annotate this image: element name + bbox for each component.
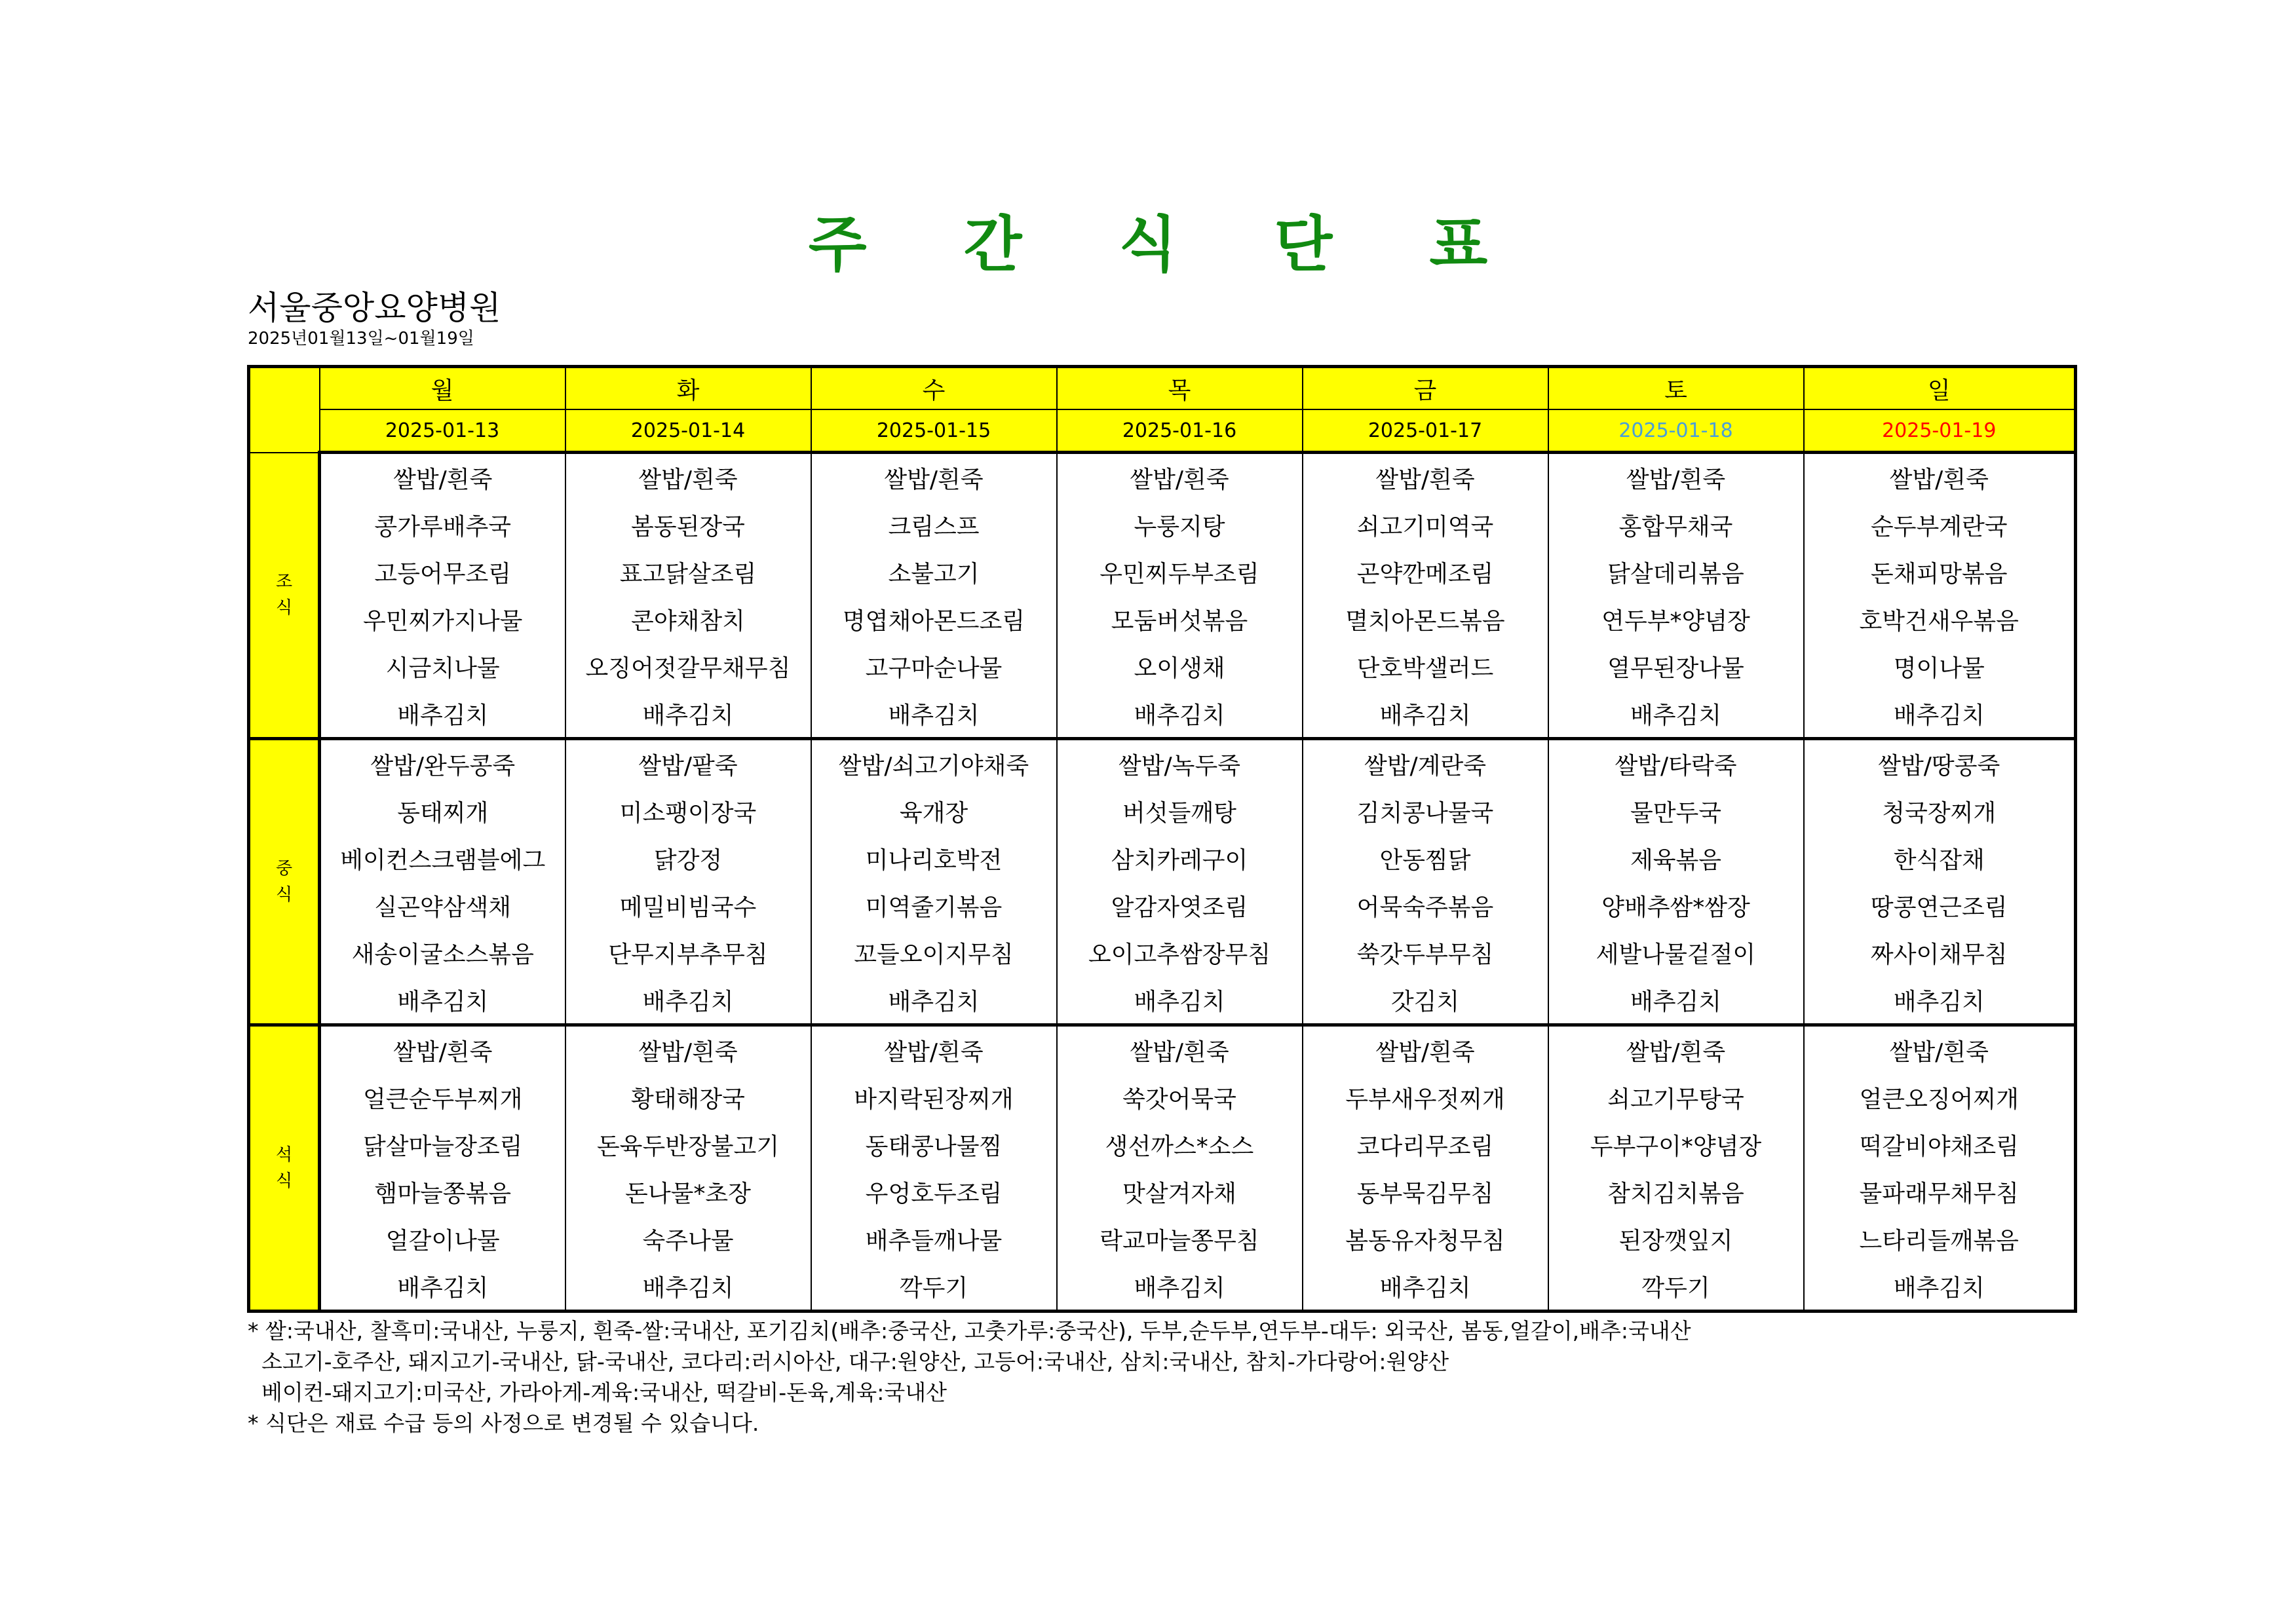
menu-row [249,1025,2076,1074]
day-header: 일 [1804,367,2076,410]
menu-row [249,1215,2076,1262]
menu-dish: 배추김치 [565,976,811,1025]
menu-dish: 우민찌가지나물 [320,595,565,643]
menu-dish: 오이고추쌈장무침 [1057,929,1303,976]
menu-dish: 쌀밥/흰죽 [1303,453,1548,502]
menu-row [249,1262,2076,1312]
menu-dish: 쌀밥/쇠고기야채죽 [811,739,1057,788]
menu-dish: 쇠고기무탕국 [1548,1074,1804,1121]
menu-dish: 쌀밥/흰죽 [1303,1025,1548,1074]
menu-dish: 돈나물*초장 [565,1168,811,1215]
menu-dish: 김치콩나물국 [1303,787,1548,835]
menu-dish: 고구마순나물 [811,643,1057,690]
meal-label-char: 식 [275,598,293,618]
day-header: 월 [320,367,565,410]
menu-dish: 우민찌두부조림 [1057,548,1303,595]
menu-dish: 소불고기 [811,548,1057,595]
menu-dish: 콩가루배추국 [320,501,565,548]
menu-dish: 배추김치 [1057,690,1303,739]
menu-dish: 쇠고기미역국 [1303,501,1548,548]
weekly-menu-table [247,365,2077,1313]
menu-dish: 쑥갓두부무침 [1303,929,1548,976]
menu-dish: 오징어젓갈무채무침 [565,643,811,690]
menu-dish: 크림스프 [811,501,1057,548]
meal-label-char: 식 [275,1171,293,1191]
menu-dish: 참치김치볶음 [1548,1168,1804,1215]
organization-name: 서울중앙요양병원 [248,289,501,327]
menu-row [249,690,2076,739]
menu-dish: 단무지부추무침 [565,929,811,976]
menu-row [249,595,2076,643]
menu-dish: 땅콩연근조림 [1804,882,2076,929]
menu-dish: 쌀밥/흰죽 [1548,1025,1804,1074]
date-header: 2025-01-17 [1303,409,1548,453]
menu-row [249,1121,2076,1168]
menu-dish: 배추김치 [320,976,565,1025]
menu-dish: 코다리무조림 [1303,1121,1548,1168]
menu-row [249,739,2076,788]
menu-dish: 얼갈이나물 [320,1215,565,1262]
menu-dish: 모둠버섯볶음 [1057,595,1303,643]
date-header-sunday: 2025-01-19 [1804,409,2076,453]
menu-dish: 연두부*양념장 [1548,595,1804,643]
day-header: 목 [1057,367,1303,410]
menu-dish: 한식잡채 [1804,835,2076,882]
menu-dish: 쌀밥/흰죽 [1057,1025,1303,1074]
menu-row [249,501,2076,548]
menu-dish: 얼큰오징어찌개 [1804,1074,2076,1121]
page-title: 주 간 식 단 표 [808,210,1526,280]
menu-dish: 배추김치 [565,690,811,739]
menu-dish: 콘야채참치 [565,595,811,643]
menu-dish: 쌀밥/타락죽 [1548,739,1804,788]
note-line: 베이컨-돼지고기:미국산, 가라아게-계육:국내산, 떡갈비-돈육,계육:국내산 [248,1380,947,1405]
meal-label-char: 식 [275,885,293,905]
menu-dish: 버섯들깨탕 [1057,787,1303,835]
menu-dish: 맛살겨자채 [1057,1168,1303,1215]
menu-dish: 미나리호박전 [811,835,1057,882]
menu-dish: 배추김치 [811,976,1057,1025]
menu-dish: 쌀밥/흰죽 [811,453,1057,502]
menu-dish: 닭살데리볶음 [1548,548,1804,595]
menu-dish: 호박건새우볶음 [1804,595,2076,643]
menu-dish: 쌀밥/완두콩죽 [320,739,565,788]
menu-dish: 된장깻잎지 [1548,1215,1804,1262]
date-header: 2025-01-14 [565,409,811,453]
menu-dish: 제육볶음 [1548,835,1804,882]
menu-dish: 알감자엿조림 [1057,882,1303,929]
date-header: 2025-01-13 [320,409,565,453]
menu-dish: 단호박샐러드 [1303,643,1548,690]
menu-dish: 쌀밥/흰죽 [1548,453,1804,502]
note-line: 소고기-호주산, 돼지고기-국내산, 닭-국내산, 코다리:러시아산, 대구:원양산, 고등어:국내산, 삼치:국내산, 참치-가다랑어:원양산 [248,1349,1449,1374]
menu-dish: 쌀밥/녹두죽 [1057,739,1303,788]
menu-dish: 명이나물 [1804,643,2076,690]
menu-dish: 두부구이*양념장 [1548,1121,1804,1168]
menu-dish: 미소팽이장국 [565,787,811,835]
menu-row [249,548,2076,595]
menu-dish: 새송이굴소스볶음 [320,929,565,976]
menu-dish: 짜사이채무침 [1804,929,2076,976]
menu-dish: 표고닭살조림 [565,548,811,595]
menu-dish: 육개장 [811,787,1057,835]
day-header-row [249,367,2076,410]
menu-dish: 얼큰순두부찌개 [320,1074,565,1121]
menu-dish: 홍합무채국 [1548,501,1804,548]
menu-dish: 꼬들오이지무침 [811,929,1057,976]
day-header: 수 [811,367,1057,410]
menu-row [249,787,2076,835]
menu-dish: 배추김치 [320,1262,565,1312]
menu-dish: 쌀밥/흰죽 [1804,1025,2076,1074]
date-header: 2025-01-16 [1057,409,1303,453]
corner-cell [249,367,320,453]
menu-dish: 쌀밥/흰죽 [565,1025,811,1074]
menu-dish: 메밀비빔국수 [565,882,811,929]
menu-dish: 배추김치 [1057,976,1303,1025]
menu-dish: 시금치나물 [320,643,565,690]
menu-dish: 미역줄기볶음 [811,882,1057,929]
menu-dish: 청국장찌개 [1804,787,2076,835]
menu-dish: 열무된장나물 [1548,643,1804,690]
menu-row [249,453,2076,502]
menu-dish: 세발나물겉절이 [1548,929,1804,976]
menu-dish: 쑥갓어묵국 [1057,1074,1303,1121]
menu-dish: 쌀밥/흰죽 [320,453,565,502]
menu-dish: 두부새우젓찌개 [1303,1074,1548,1121]
menu-dish: 배추김치 [1804,1262,2076,1312]
menu-dish: 갓김치 [1303,976,1548,1025]
menu-dish: 배추김치 [811,690,1057,739]
menu-row [249,929,2076,976]
meal-label [249,739,320,1025]
menu-dish: 배추김치 [1548,976,1804,1025]
menu-dish: 쌀밥/흰죽 [320,1025,565,1074]
menu-dish: 닭강정 [565,835,811,882]
menu-dish: 떡갈비야채조림 [1804,1121,2076,1168]
meal-label-char: 조 [275,572,293,592]
menu-row [249,643,2076,690]
meal-label [249,1025,320,1312]
menu-period: 2025년01월13일~01월19일 [248,329,474,349]
date-header-saturday: 2025-01-18 [1548,409,1804,453]
menu-dish: 쌀밥/땅콩죽 [1804,739,2076,788]
day-header: 금 [1303,367,1548,410]
menu-dish: 쌀밥/팥죽 [565,739,811,788]
menu-dish: 돈채피망볶음 [1804,548,2076,595]
menu-dish: 동태콩나물찜 [811,1121,1057,1168]
menu-dish: 배추김치 [1303,690,1548,739]
menu-dish: 깍두기 [811,1262,1057,1312]
menu-dish: 물파래무채무침 [1804,1168,2076,1215]
date-header-row [249,409,2076,453]
menu-dish: 돈육두반장불고기 [565,1121,811,1168]
menu-dish: 물만두국 [1548,787,1804,835]
menu-dish: 깍두기 [1548,1262,1804,1312]
menu-dish: 어묵숙주볶음 [1303,882,1548,929]
menu-dish: 쌀밥/계란죽 [1303,739,1548,788]
menu-dish: 오이생채 [1057,643,1303,690]
menu-dish: 삼치카레구이 [1057,835,1303,882]
menu-dish: 베이컨스크램블에그 [320,835,565,882]
menu-dish: 배추김치 [1804,690,2076,739]
note-line: * 식단은 재료 수급 등의 사정으로 변경될 수 있습니다. [248,1410,759,1436]
menu-dish: 동태찌개 [320,787,565,835]
menu-dish: 안동찜닭 [1303,835,1548,882]
menu-row [249,976,2076,1025]
menu-dish: 생선까스*소스 [1057,1121,1303,1168]
menu-row [249,1074,2076,1121]
menu-dish: 쌀밥/흰죽 [1057,453,1303,502]
menu-dish: 동부묵김무침 [1303,1168,1548,1215]
meal-label-char: 중 [275,859,293,878]
meal-label-char: 석 [275,1145,293,1165]
date-header: 2025-01-15 [811,409,1057,453]
menu-dish: 곤약깐메조림 [1303,548,1548,595]
menu-row [249,1168,2076,1215]
menu-row [249,882,2076,929]
day-header: 토 [1548,367,1804,410]
note-line: * 쌀:국내산, 찰흑미:국내산, 누룽지, 흰죽-쌀:국내산, 포기김치(배추:중국산, 고춧가루:중국산), 두부,순두부,연두부-대두: 외국산, 봄동,얼갈이,배추:국내산 [248,1318,1691,1344]
menu-dish: 숙주나물 [565,1215,811,1262]
menu-dish: 봄동유자청무침 [1303,1215,1548,1262]
menu-dish: 배추김치 [1548,690,1804,739]
menu-dish: 우엉호두조림 [811,1168,1057,1215]
menu-dish: 양배추쌈*쌈장 [1548,882,1804,929]
menu-dish: 봄동된장국 [565,501,811,548]
menu-dish: 배추김치 [1804,976,2076,1025]
menu-dish: 느타리들깨볶음 [1804,1215,2076,1262]
menu-row [249,835,2076,882]
menu-dish: 순두부계란국 [1804,501,2076,548]
menu-dish: 쌀밥/흰죽 [565,453,811,502]
day-header: 화 [565,367,811,410]
menu-dish: 햄마늘쫑볶음 [320,1168,565,1215]
menu-dish: 명엽채아몬드조림 [811,595,1057,643]
menu-dish: 닭살마늘장조림 [320,1121,565,1168]
menu-dish: 쌀밥/흰죽 [1804,453,2076,502]
menu-dish: 배추김치 [1057,1262,1303,1312]
meal-label [249,453,320,739]
menu-dish: 누룽지탕 [1057,501,1303,548]
menu-dish: 고등어무조림 [320,548,565,595]
origin-notes [248,1315,1691,1439]
menu-dish: 배추김치 [565,1262,811,1312]
menu-dish: 배추들깨나물 [811,1215,1057,1262]
menu-dish: 배추김치 [1303,1262,1548,1312]
menu-dish: 쌀밥/흰죽 [811,1025,1057,1074]
menu-dish: 황태해장국 [565,1074,811,1121]
menu-dish: 바지락된장찌개 [811,1074,1057,1121]
menu-dish: 멸치아몬드볶음 [1303,595,1548,643]
menu-dish: 실곤약삼색채 [320,882,565,929]
menu-dish: 배추김치 [320,690,565,739]
menu-dish: 락교마늘쫑무침 [1057,1215,1303,1262]
